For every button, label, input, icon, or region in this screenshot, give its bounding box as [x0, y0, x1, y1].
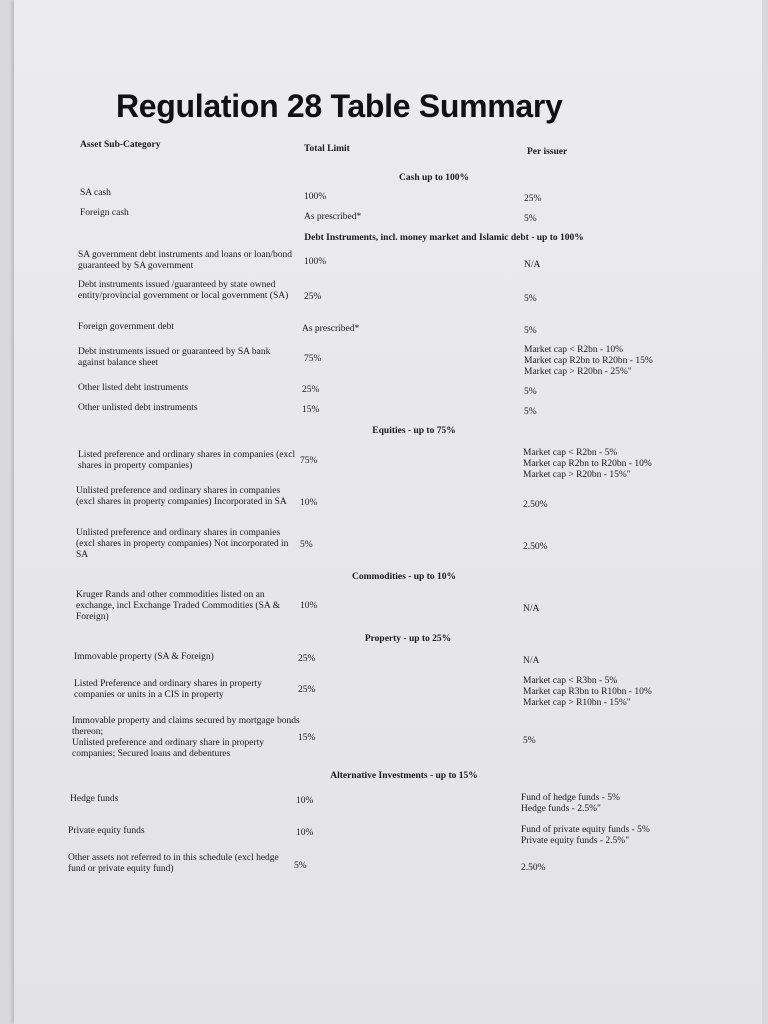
header-per-issuer: Per issuer: [527, 147, 568, 157]
section-heading-commodities: Commodities - up to 10%: [352, 572, 456, 582]
section-heading-property: Property - up to 25%: [364, 634, 452, 644]
row-category: Immovable property and claims secured by mortgage bonds thereon; Unlisted preference and ordinary share in property companies; Secured loans and debentures: [72, 716, 300, 759]
row-total-limit: 75%: [304, 354, 322, 364]
row-category: Debt instruments issued /guaranteed by state owned entity/provincial government or local government (SA): [78, 280, 289, 301]
row-per-issuer: 5%: [524, 387, 537, 397]
row-total-limit: 15%: [302, 405, 320, 415]
row-per-issuer: 5%: [524, 407, 537, 417]
row-per-issuer: 5%: [524, 326, 537, 336]
row-per-issuer: Market cap < R2bn - 10% Market cap R2bn to R20bn - 15% Market cap > R20bn - 25%": [524, 345, 653, 377]
row-total-limit: 10%: [296, 828, 314, 838]
row-total-limit: 25%: [302, 385, 320, 395]
section-heading-alternative-investments: Alternative Investments - up to 15%: [330, 771, 478, 781]
row-total-limit: 5%: [300, 540, 313, 550]
row-total-limit: As prescribed*: [304, 212, 362, 222]
row-per-issuer: 5%: [524, 294, 537, 304]
row-category: Private equity funds: [68, 826, 145, 836]
row-category: SA government debt instruments and loans or loan/bond guaranteed by SA government: [78, 250, 292, 271]
section-heading-debt: Debt Instruments, incl. money market and Islamic debt - up to 100%: [304, 233, 584, 243]
section-heading-cash: Cash up to 100%: [399, 173, 469, 183]
row-total-limit: 10%: [296, 796, 314, 806]
row-per-issuer: N/A: [523, 604, 540, 614]
row-category: Hedge funds: [70, 794, 119, 804]
row-total-limit: 100%: [304, 192, 327, 202]
header-asset-sub-category: Asset Sub-Category: [80, 140, 161, 150]
row-category: Foreign government debt: [78, 322, 175, 332]
row-per-issuer: 2.50%: [521, 863, 546, 873]
row-total-limit: 10%: [300, 498, 318, 508]
row-category: Foreign cash: [80, 208, 129, 218]
row-category: SA cash: [80, 188, 111, 198]
row-total-limit: 75%: [300, 456, 318, 466]
header-total-limit: Total Limit: [304, 144, 350, 154]
row-per-issuer: 25%: [524, 194, 542, 204]
document-page: [14, 0, 762, 1024]
row-per-issuer: Fund of private equity funds - 5% Private equity funds - 2.5%": [521, 825, 650, 846]
row-category: Debt instruments issued or guaranteed by SA bank against balance sheet: [78, 347, 271, 368]
row-category: Other listed debt instruments: [78, 383, 189, 393]
row-per-issuer: 5%: [523, 736, 536, 746]
row-category: Unlisted preference and ordinary shares in companies (excl shares in property companies) Incorporated in SA: [76, 486, 287, 507]
row-category: Kruger Rands and other commodities listed on an exchange, incl Exchange Traded Commodities (SA & Foreign): [76, 590, 280, 622]
row-total-limit: 15%: [298, 733, 316, 743]
row-total-limit: 100%: [304, 257, 327, 267]
section-heading-equities: Equities - up to 75%: [372, 426, 456, 436]
row-total-limit: 25%: [304, 292, 322, 302]
row-total-limit: 5%: [294, 861, 307, 871]
row-per-issuer: N/A: [524, 260, 541, 270]
row-category: Other assets not referred to in this schedule (excl hedge fund or private equity fund): [68, 853, 279, 874]
row-per-issuer: 2.50%: [523, 542, 548, 552]
row-total-limit: As prescribed*: [302, 324, 360, 334]
row-category: Listed Preference and ordinary shares in property companies or units in a CIS in property: [74, 679, 262, 700]
row-per-issuer: Fund of hedge funds - 5% Hedge funds - 2.5%": [521, 793, 620, 814]
row-per-issuer: Market cap < R3bn - 5% Market cap R3bn to R10bn - 10% Market cap > R10bn - 15%": [523, 676, 652, 708]
row-per-issuer: N/A: [523, 656, 540, 666]
row-category: Unlisted preference and ordinary shares in companies (excl shares in property companies) Not incorporated in SA: [76, 528, 289, 560]
row-category: Listed preference and ordinary shares in companies (excl shares in property companies): [78, 450, 296, 471]
row-category: Immovable property (SA & Foreign): [74, 652, 214, 662]
row-category: Other unlisted debt instruments: [78, 403, 198, 413]
row-total-limit: 25%: [298, 654, 316, 664]
row-per-issuer: Market cap < R2bn - 5% Market cap R2bn to R20bn - 10% Market cap > R20bn - 15%": [523, 448, 652, 480]
row-per-issuer: 2.50%: [523, 500, 548, 510]
row-total-limit: 25%: [298, 685, 316, 695]
row-per-issuer: 5%: [524, 214, 537, 224]
page-title: Regulation 28 Table Summary: [116, 88, 563, 124]
row-total-limit: 10%: [300, 601, 318, 611]
